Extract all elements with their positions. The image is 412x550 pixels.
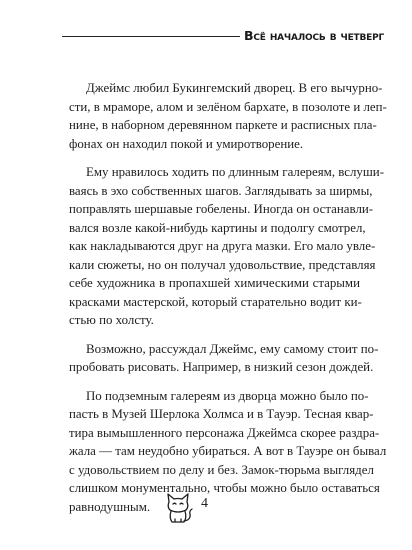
text-line: пасть в Музей Шерлока Холмса и в Тауэр. Тесная квар- xyxy=(69,407,374,421)
text-line: равнодушным. xyxy=(69,499,151,514)
page-footer xyxy=(0,490,412,530)
text-line: тира вымышленного персонажа Джеймса скорее раздра- xyxy=(69,425,380,440)
running-title: Всё началось в четверг xyxy=(244,28,385,43)
text-line: стью по холсту. xyxy=(69,313,154,327)
text-line: жала — там неудобно убираться. А вот в Тауэре он бывал xyxy=(69,444,387,458)
text-line: с удовольствием по делу и без. Замок-тюрьма выглядел xyxy=(69,462,374,477)
cat-mascot-icon xyxy=(160,490,196,526)
text-line: нине, в наборном деревянном паркете и расписных пла- xyxy=(69,118,377,132)
text-line: поправлять шершавые гобелены. Иногда он останавли- xyxy=(69,202,374,216)
text-line: Ему нравилось ходить по длинным галереям, вслуши- xyxy=(86,165,384,179)
page-number: 4 xyxy=(201,496,208,511)
text-line: красками мастерской, который старательно водит ки- xyxy=(69,294,362,309)
text-line: сти, в мраморе, алом и зелёном бархате, в позолоте и леп- xyxy=(69,99,387,114)
paragraph xyxy=(69,340,379,377)
text-line: Джеймс любил Букингемский дворец. В его вычурно- xyxy=(86,81,383,95)
text-line: ваясь в эхо собственных шагов. Заглядывать за ширмы, xyxy=(69,183,373,198)
text-line: кали сюжеты, но он получал удовольствие, представляя xyxy=(69,257,376,272)
text-line: вался возле какой-нибудь картины и подолгу смотрел, xyxy=(69,220,366,235)
text-line: По подземным галереям из дворца можно было по- xyxy=(86,388,369,403)
text-line: Возможно, рассуждал Джеймс, ему самому стоит по- xyxy=(86,341,379,356)
text-line: как накладываются друг на друга мазки. Его мало увле- xyxy=(69,239,376,253)
text-line: пробовать рисовать. Например, в низкий сезон дождей. xyxy=(69,360,374,374)
text-line: фонах он находил покой и умиротворение. xyxy=(69,136,304,151)
header-rule xyxy=(62,36,240,37)
paragraph xyxy=(69,79,387,153)
text-line: себе художника в пропахшей химическими старыми xyxy=(69,276,360,290)
paragraph xyxy=(69,163,384,330)
text-line: слишком монументально, чтобы можно было оставаться xyxy=(69,481,380,495)
body-text xyxy=(69,79,387,526)
